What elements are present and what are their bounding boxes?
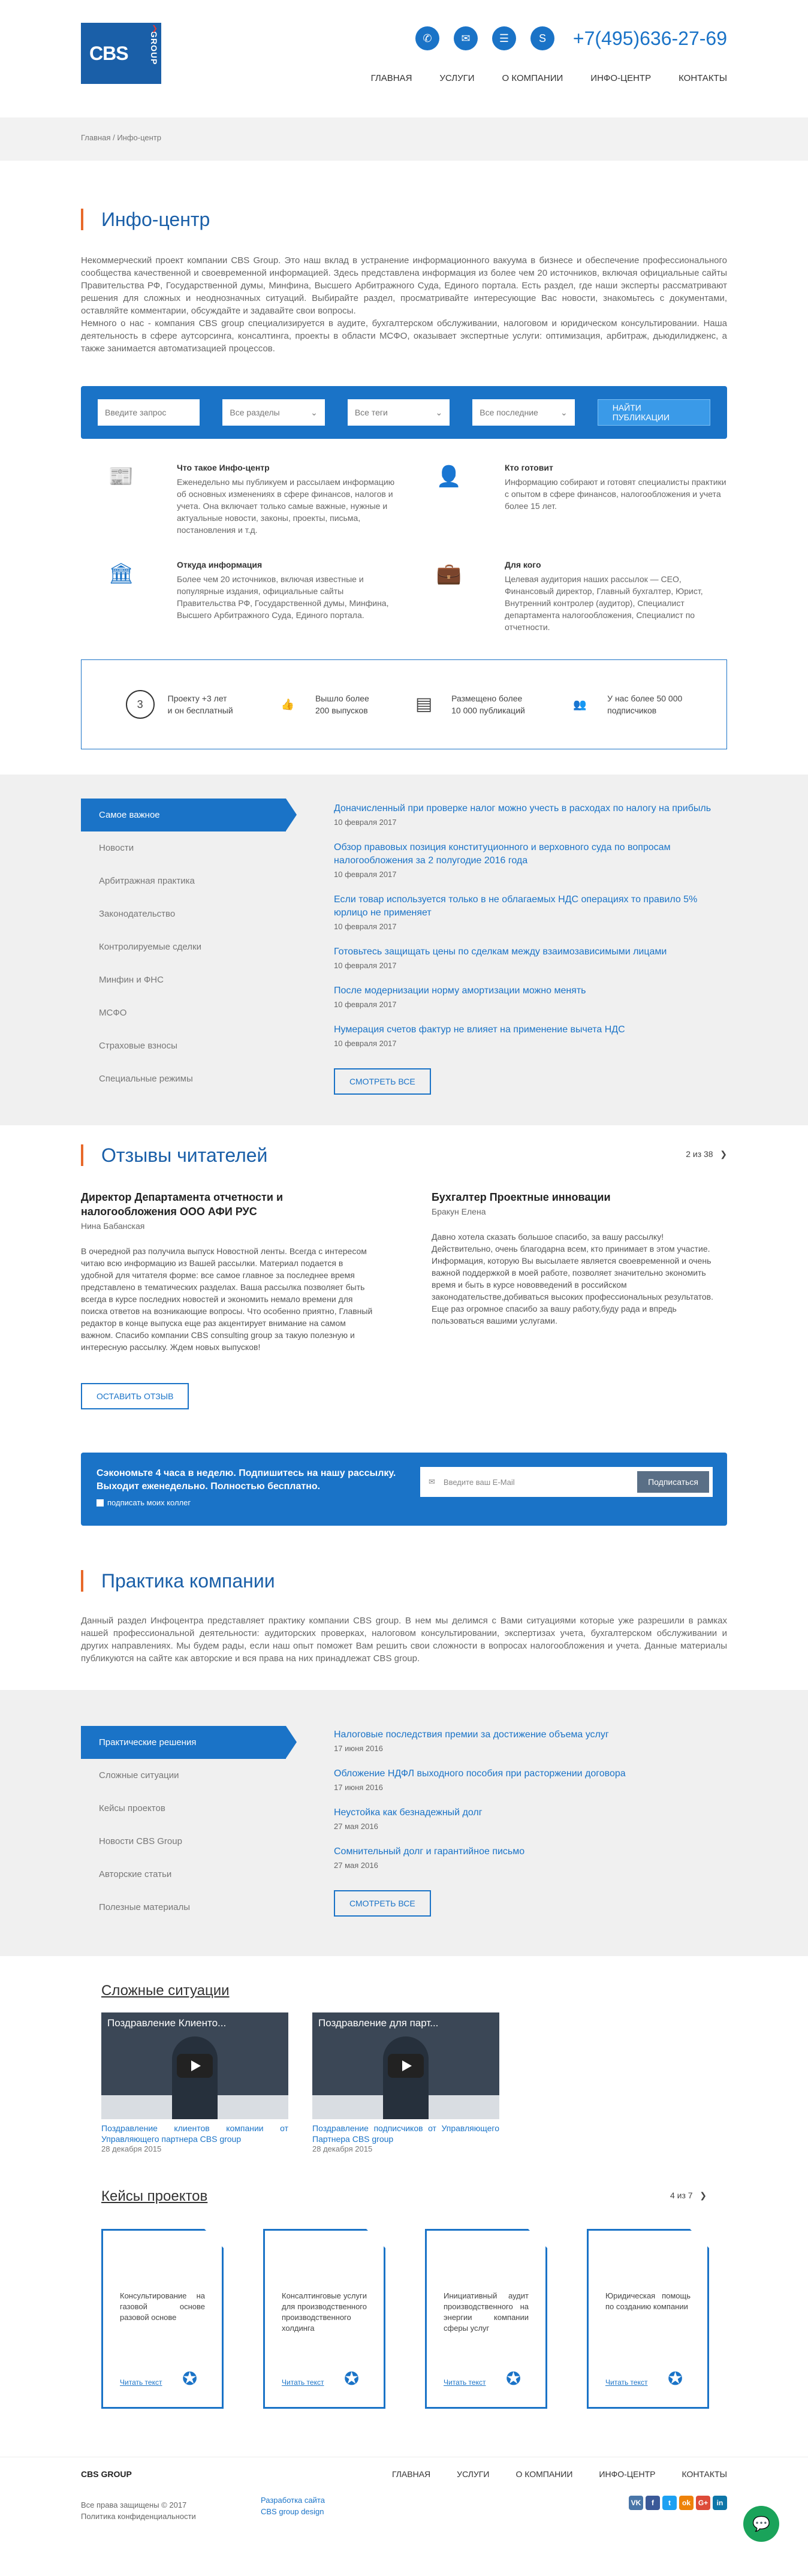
nav-item-home[interactable]: ГЛАВНАЯ	[370, 73, 412, 83]
footer-developer	[261, 2494, 325, 2517]
news-tabs	[81, 799, 286, 1095]
practice-date: 17 июня 2016	[334, 1744, 383, 1753]
chevron-down-icon: ⌄	[310, 407, 318, 417]
message-icon[interactable]: ☰	[492, 26, 516, 50]
case-read-link[interactable]: Читать текст	[282, 2378, 324, 2387]
stat-item	[565, 690, 682, 719]
case-read-link[interactable]: Читать текст	[605, 2378, 648, 2387]
tags-select[interactable]	[348, 399, 450, 426]
tab-practical-solutions[interactable]: Практические решения	[81, 1726, 286, 1759]
stat-line: Вышло более	[315, 694, 369, 703]
tab-important[interactable]: Самое важное	[81, 799, 286, 831]
sections-select[interactable]	[222, 399, 324, 426]
video-thumbnail[interactable]	[312, 2012, 499, 2119]
news-date: 10 февраля 2017	[334, 961, 397, 970]
logo[interactable]	[81, 23, 161, 84]
feature-item	[107, 560, 399, 633]
subscribe-button[interactable]: Подписаться	[637, 1471, 709, 1493]
list-item	[334, 1023, 727, 1048]
footer-nav-home[interactable]: ГЛАВНАЯ	[391, 2469, 431, 2479]
feature-title: Кто готовит	[505, 463, 553, 472]
footer-nav-services[interactable]: УСЛУГИ	[457, 2469, 490, 2479]
tab-news[interactable]: Новости	[99, 843, 134, 853]
seal-icon: ✪	[182, 2369, 198, 2389]
tab-complex-situations[interactable]: Сложные ситуации	[99, 1770, 179, 1780]
speaker-image	[383, 2036, 429, 2119]
stats-box	[81, 659, 727, 749]
case-card[interactable]	[587, 2229, 709, 2409]
news-title-link[interactable]: Нумерация счетов фактур не влияет на применение вычета НДС	[334, 1025, 625, 1035]
breadcrumb-bar	[0, 117, 808, 161]
practice-date: 27 мая 2016	[334, 1861, 378, 1870]
breadcrumb[interactable]: Главная / Инфо-центр	[81, 133, 161, 142]
header-contact-icons	[415, 26, 554, 50]
chevron-down-icon: ⌄	[435, 407, 443, 417]
news-title-link[interactable]: Готовьтесь защищать цены по сделкам между взаимозависимыми лицами	[334, 947, 667, 957]
briefcase-icon: 💼	[436, 562, 462, 585]
list-item	[334, 893, 727, 931]
reviews-title: Отзывы читателей	[81, 1144, 727, 1166]
review-text: В очередной раз получила выпуск Новостной ленты. Всегда с интересом читаю всю информацию из Вашей рассылки. Материал подается в удобной для читателя форме: все самое главное за последнее время представлено в тематических разделах. Ваша рассылка позволяет быть всегда в курсе последних новостей и экономить немало времени для поиска ответов на возникающие вопросы. Что особенно приятно, Главный редактор в конце выпуска еще раз акцентирует внимание на самом важном. Спасибо компании CBS consulting group за такую полезную и интересную рассылку. Ждем новых выпусков!	[81, 1246, 373, 1352]
checkbox-icon	[97, 1499, 104, 1507]
developer-name-link[interactable]: CBS group design	[261, 2507, 324, 2516]
footer-brand: CBS GROUP	[81, 2469, 132, 2479]
feature-item	[107, 463, 399, 536]
building-icon: 🏛	[108, 562, 134, 585]
stat-line: 200 выпусков	[315, 706, 368, 715]
videos-list	[101, 2012, 727, 2153]
copyright-text: Все права защищены © 2017	[81, 2500, 187, 2509]
cases-pager	[670, 2191, 707, 2201]
cases-title[interactable]: Кейсы проектов	[101, 2188, 208, 2204]
practice-intro: Данный раздел Инфоцентра представляет практику компании CBS group. В нем мы делимся с Вами ситуациями которые уже разрешили в рамках нашей профессиональной деятельности: аудиторских проверках, налоговом консультировании, экспертизах учета, бухгалтерском обслуживании и других направлениях. Мы будем рады, если наш опыт поможет Вам решить свои сложности в вопросах налогообложения и учета. Данные материалы публикуются на сайте как авторские и вся права на них принадлежат CBS group.	[81, 1616, 727, 1664]
chat-widget-icon[interactable]: 💬	[743, 2506, 779, 2542]
social-links	[629, 2496, 727, 2510]
video-date: 28 декабря 2015	[312, 2144, 373, 2153]
review-item	[81, 1190, 376, 1353]
footer-nav-about[interactable]: О КОМПАНИИ	[515, 2469, 573, 2479]
skype-icon[interactable]: S	[530, 26, 554, 50]
footer-nav	[392, 2469, 727, 2479]
video-item	[101, 2012, 288, 2153]
practice-tabs	[81, 1726, 286, 1924]
search-input[interactable]: Введите запрос	[98, 399, 200, 426]
video-date: 28 декабря 2015	[101, 2144, 162, 2153]
subscribe-check-label: подписать моих коллег	[107, 1498, 191, 1507]
video-caption[interactable]: Поздравление клиентов компании от Управляющего партнера CBS group	[101, 2123, 288, 2144]
footer-nav-contacts[interactable]: КОНТАКТЫ	[682, 2469, 727, 2479]
review-author: Бракун Елена	[432, 1207, 486, 1216]
news-date: 10 февраля 2017	[334, 922, 397, 931]
feature-item	[435, 463, 727, 536]
review-item	[432, 1190, 727, 1353]
subscribe-colleagues-checkbox[interactable]	[97, 1498, 191, 1507]
tab-insurance[interactable]: Страховые взносы	[99, 1041, 177, 1051]
reviews-list	[81, 1190, 727, 1353]
stat-line: Размещено более	[451, 694, 523, 703]
cases-list	[101, 2229, 727, 2409]
tab-author-articles[interactable]: Авторские статьи	[99, 1869, 172, 1879]
stat-item	[409, 690, 525, 719]
case-card[interactable]	[425, 2229, 547, 2409]
sections-select-value: Все разделы	[230, 408, 280, 417]
reviews-pager	[686, 1149, 727, 1159]
case-text: Инициативный аудит производственного на энергии компании сферы услуг	[444, 2291, 529, 2333]
search-bar	[81, 386, 727, 439]
person-icon: 👤	[436, 465, 462, 488]
videos-title[interactable]: Сложные ситуации	[101, 1983, 230, 1999]
feature-title: Откуда информация	[177, 560, 263, 570]
subscribe-line: Выходит еженедельно. Полностью бесплатно.	[97, 1481, 321, 1492]
intro-paragraph-1: Некоммерческий проект компании CBS Group. Это наш вклад в устранение информационного вакуума в бизнесе и обеспечение профессионального сообщества качественной и своевременной информацией. Здесь представлена информация из более чем 20 источников, включая официальные сайты Правительства РФ, Государственной думы, Минфина, Высшего Арбитражного Суда, Единого портала. Есть раздел, где наши эксперты рассматривают решения для сложных и неоднозначных ситуаций. Выбирайте раздел, просматривайте интересующие Вас новости, знакомьтесь с документами, оставляйте комментарии, обсуждайте и задавайте свои вопросы.	[81, 255, 727, 316]
list-item	[334, 1728, 727, 1753]
feature-title: Для кого	[505, 560, 541, 570]
stat-item	[126, 690, 233, 719]
subscribe-line: Сэкономьте 4 часа в неделю. Подпишитесь на нашу рассылку.	[97, 1468, 396, 1478]
tab-minfin[interactable]: Минфин и ФНС	[99, 975, 164, 985]
case-read-link[interactable]: Читать текст	[120, 2378, 162, 2387]
twitter-icon[interactable]: t	[662, 2496, 677, 2510]
mail-icon: ✉	[429, 1477, 435, 1486]
page-title: Инфо-центр	[81, 209, 727, 230]
list-item	[334, 1767, 727, 1792]
tab-company-news[interactable]: Новости CBS Group	[99, 1836, 182, 1846]
video-thumbnail[interactable]	[101, 2012, 288, 2119]
chevron-right-icon[interactable]: ❯	[695, 2191, 707, 2200]
seal-icon: ✪	[344, 2369, 360, 2389]
feature-item	[435, 560, 727, 633]
video-thumb-title: Поздравление Клиенто...	[107, 2017, 227, 2029]
tab-project-cases[interactable]: Кейсы проектов	[99, 1803, 165, 1813]
news-title-link[interactable]: Если товар используется только в не облагаемых НДС операциях то правило 5% юрлицо не применяет	[334, 894, 698, 918]
practice-list	[334, 1726, 727, 1917]
tab-special-regimes[interactable]: Специальные режимы	[99, 1074, 193, 1084]
news-date: 10 февраля 2017	[334, 1039, 397, 1048]
footer-nav-infocenter[interactable]: ИНФО-ЦЕНТР	[599, 2469, 656, 2479]
case-read-link[interactable]: Читать текст	[444, 2378, 486, 2387]
logo-chevron-icon: ❯	[151, 24, 158, 32]
seal-icon: ✪	[506, 2369, 521, 2389]
news-date: 10 февраля 2017	[334, 1000, 397, 1009]
play-icon[interactable]	[388, 2054, 424, 2078]
find-publications-button[interactable]: НАЙТИ ПУБЛИКАЦИИ	[598, 399, 710, 426]
news-title-link[interactable]: Доначисленный при проверке налог можно учесть в расходах по налогу на прибыль	[334, 803, 711, 814]
leave-review-button[interactable]: ОСТАВИТЬ ОТЗЫВ	[81, 1383, 189, 1409]
email-placeholder: Введите ваш E-Mail	[443, 1477, 515, 1487]
main-nav	[371, 73, 727, 83]
intro-paragraph-2: Немного о нас - компания CBS group специализируется в аудите, бухгалтерском обслуживании, налоговом и юридическом консультировании. Наша деятельность в сфере аутсорсинга, консалтинга, проекты в области МСФО, оказывает экспертные услуги: оптимизация, арбитраж, дьюдилидженс, а также занимается автоматизацией процессов.	[81, 318, 727, 354]
nav-item-services[interactable]: УСЛУГИ	[439, 73, 475, 83]
speaker-image	[172, 2036, 218, 2119]
tab-useful-materials[interactable]: Полезные материалы	[99, 1902, 190, 1912]
developer-link[interactable]: Разработка сайта	[261, 2496, 325, 2505]
tags-select-value: Все теги	[354, 408, 388, 417]
header-phone[interactable]: +7(495)636-27-69	[572, 28, 727, 49]
news-section	[0, 775, 808, 1125]
tab-arbitration[interactable]: Арбитражная практика	[99, 876, 195, 886]
subscribe-box	[81, 1453, 727, 1526]
period-select[interactable]	[472, 399, 574, 426]
cases-pager-text: 4 из 7	[670, 2191, 693, 2200]
news-list	[334, 799, 727, 1095]
practice-section	[0, 1690, 808, 1956]
news-title-link[interactable]: После модернизации норму амортизации можно менять	[334, 986, 586, 996]
video-item	[312, 2012, 499, 2153]
period-select-value: Все последние	[480, 408, 538, 417]
practice-title-link[interactable]: Обложение НДФЛ выходного пособия при расторжении договора	[334, 1768, 626, 1779]
chat-icon[interactable]: ✉	[454, 26, 478, 50]
review-author: Нина Бабанская	[81, 1221, 145, 1231]
feature-title: Что такое Инфо-центр	[177, 463, 270, 472]
list-item	[334, 841, 727, 879]
list-item	[334, 802, 727, 827]
case-text: Консалтинговые услуги для производственного производственного холдинга	[282, 2291, 367, 2333]
case-text: Консультирование на газовой основе разовой основе	[120, 2291, 205, 2322]
tab-legislation[interactable]: Законодательство	[99, 909, 176, 919]
stat-line: Проекту +3 лет	[167, 694, 227, 703]
stat-item	[273, 690, 369, 719]
list-item	[334, 984, 727, 1009]
list-item	[334, 1845, 727, 1870]
subscribe-text	[97, 1467, 396, 1493]
review-title: Бухгалтер Проектные инновации	[432, 1191, 611, 1203]
news-title-link[interactable]: Обзор правовых позиция конституционного и верховного суда по вопросам налогообложения за 2 полугодие 2016 года	[334, 842, 671, 866]
nav-item-infocenter[interactable]: ИНФО-ЦЕНТР	[590, 73, 652, 83]
stat-line: У нас более 50 000	[607, 694, 683, 703]
news-view-all-button[interactable]: СМОТРЕТЬ ВСЕ	[334, 1068, 431, 1095]
newspaper-icon: 📰	[108, 465, 134, 488]
practice-date: 27 мая 2016	[334, 1822, 378, 1831]
feature-text: Более чем 20 источников, включая известные и популярные издания, официальные сайты Правительства РФ, Государственной думы, Минфина, Высшего Арбитражного Суда, Единого портала.	[177, 574, 389, 620]
phone-icon[interactable]: ✆	[415, 26, 439, 50]
list-item	[334, 945, 727, 970]
chevron-right-icon[interactable]: ❯	[715, 1149, 727, 1159]
review-text: Давно хотела сказать большое спасибо, за вашу рассылку! Действительно, очень благодарна всем, кто принимает в этом участие. Информация, которую Вы высылаете является своевременной и очень важной поддержкой в моей работе, позволяет значительно экономить время и быть в курсе нововведений в российском законодательстве,добиваться высоких профессиональных результатов. Еще раз огромное спасибо за вашу работу,буду рада и впредь пользоваться вашими услугами.	[432, 1232, 713, 1325]
reviews-pager-text: 2 из 38	[686, 1149, 713, 1159]
stat-line: подписчиков	[607, 706, 657, 715]
logo-group-text: GROUP	[149, 31, 159, 65]
email-field[interactable]	[420, 1467, 713, 1497]
practice-title-link[interactable]: Налоговые последствия премии за достижение объема услуг	[334, 1730, 609, 1740]
footer-copyright	[81, 2499, 196, 2522]
users-icon: 👥	[572, 698, 587, 710]
list-item	[334, 1806, 727, 1831]
facebook-icon[interactable]: f	[646, 2496, 660, 2510]
feature-text: Информацию собирают и готовят специалисты практики с опытом в сфере финансов, налогообложения и учета более 15 лет.	[505, 477, 726, 511]
tab-ifrs[interactable]: МСФО	[99, 1008, 127, 1018]
site-header	[0, 0, 808, 117]
google-plus-icon[interactable]: G+	[696, 2496, 710, 2510]
video-thumb-title: Поздравление для парт...	[318, 2017, 439, 2029]
practice-date: 17 июня 2016	[334, 1783, 383, 1792]
practice-title-link[interactable]: Неустойка как безнадежный долг	[334, 1807, 483, 1818]
case-text: Юридическая помощь по созданию компании	[605, 2291, 691, 2311]
case-card[interactable]	[101, 2229, 224, 2409]
news-date: 10 февраля 2017	[334, 818, 397, 827]
odnoklassniki-icon[interactable]: ok	[679, 2496, 694, 2510]
features-grid	[81, 463, 727, 633]
seal-icon: ✪	[668, 2369, 683, 2389]
news-date: 10 февраля 2017	[334, 870, 397, 879]
video-caption[interactable]: Поздравление подписчиков от Управляющего Партнера CBS group	[312, 2123, 499, 2144]
vk-icon[interactable]: VK	[629, 2496, 643, 2510]
practice-title: Практика компании	[81, 1570, 727, 1592]
feature-text: Еженедельно мы публикуем и рассылаем информацию об основных изменениях в сфере финансов, налогов и учета. Она включает только самые важные, нужные и актуальные новости, законы, проекты, письма, постановления и т.д.	[177, 477, 395, 535]
feature-text: Целевая аудитория наших рассылок — CEO, Финансовый директор, Главный бухгалтер, Юрист, Внутренний контролер (аудитор), Специалист департамента налогообложения, Специалист по отчетности.	[505, 574, 703, 632]
logo-text: CBS	[89, 42, 128, 64]
privacy-link[interactable]: Политика конфиденциальности	[81, 2512, 196, 2521]
case-card[interactable]	[263, 2229, 385, 2409]
nav-item-contacts[interactable]: КОНТАКТЫ	[679, 73, 727, 83]
practice-view-all-button[interactable]: СМОТРЕТЬ ВСЕ	[334, 1890, 431, 1917]
thumbs-up-icon: 👍	[281, 698, 295, 710]
document-icon: ▤	[415, 694, 433, 714]
linkedin-icon[interactable]: in	[713, 2496, 727, 2510]
chevron-down-icon: ⌄	[560, 407, 568, 417]
stat-line: и он бесплатный	[167, 706, 233, 715]
review-title: Директор Департамента отчетности и налогообложения ООО АФИ РУС	[81, 1191, 284, 1218]
site-footer	[0, 2457, 808, 2547]
stat-line: 10 000 публикаций	[451, 706, 525, 715]
play-icon[interactable]	[177, 2054, 213, 2078]
practice-title-link[interactable]: Сомнительный долг и гарантийное письмо	[334, 1846, 525, 1857]
tab-controlled-deals[interactable]: Контролируемые сделки	[99, 942, 201, 952]
years-icon: 3	[126, 690, 155, 719]
nav-item-about[interactable]: О КОМПАНИИ	[502, 73, 563, 83]
